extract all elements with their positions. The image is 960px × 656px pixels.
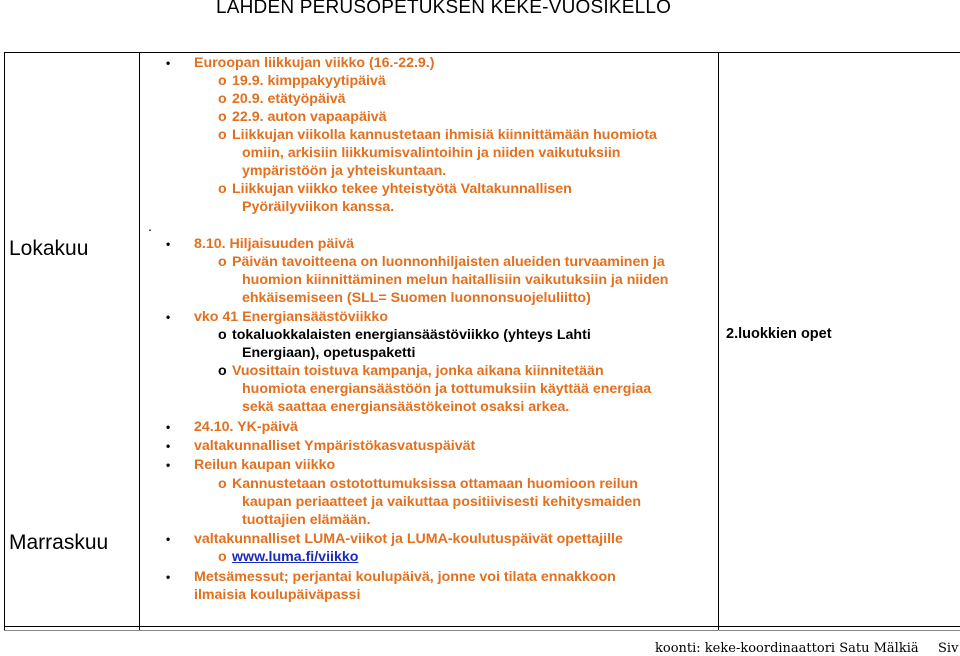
footer-credit xyxy=(655,641,959,656)
bullet-icon: • xyxy=(166,56,171,70)
list-item-text: ilmaisia koulupäiväpassi xyxy=(194,587,361,603)
sub-item-continuation: sekä saattaa energiansäästökeinot osaksi arkea. xyxy=(242,399,570,415)
table-bottom-border xyxy=(4,626,960,627)
bullet-icon: • xyxy=(166,570,171,584)
bullet-icon: • xyxy=(166,237,171,251)
sub-item-text: tokaluokkalaisten energiansäästöviikko (yhteys Lahti xyxy=(232,327,591,343)
sub-item-text: 19.9. kimppakyytipäivä xyxy=(232,73,386,89)
table-top-border xyxy=(4,52,960,53)
list-item-text: 8.10. Hiljaisuuden päivä xyxy=(194,236,355,252)
sub-item-text: Päivän tavoitteena on luonnonhiljaisten alueiden turvaaminen ja xyxy=(232,254,665,270)
sub-item-text: 20.9. etätyöpäivä xyxy=(232,91,346,107)
sub-item-text: 22.9. auton vapaapäivä xyxy=(232,109,387,125)
sub-bullet-icon: o xyxy=(218,73,227,89)
list-item-text: Euroopan liikkujan viikko (16.-22.9.) xyxy=(194,55,435,71)
sub-item-text: Kannustetaan ostotottumuksissa ottamaan huomioon reilun xyxy=(232,476,638,492)
sub-item-continuation: Pyöräilyviikon kanssa. xyxy=(242,199,395,215)
sub-item-continuation: omiin, arkisiin liikkumisvalintoihin ja niiden vaikutuksiin xyxy=(242,145,621,161)
sub-item-text: Vuosittain toistuva kampanja, jonka aikana kiinnitetään xyxy=(232,363,604,379)
sub-item-continuation: tuottajien elämään. xyxy=(242,512,371,528)
bullet-icon: • xyxy=(166,439,171,453)
sub-item-text: Liikkujan viikolla kannustetaan ihmisiä kiinnittämään huomiota xyxy=(232,127,657,143)
list-item-text: valtakunnalliset Ympäristökasvatuspäivät xyxy=(194,438,476,454)
bullet-icon: • xyxy=(166,532,171,546)
sub-item-continuation: ehkäisemiseen (SLL= Suomen luonnonsuojeluliitto) xyxy=(242,290,591,306)
sub-bullet-icon: o xyxy=(218,549,227,565)
list-item-text: Reilun kaupan viikko xyxy=(194,457,336,473)
sub-item-text: Liikkujan viikko tekee yhteistyötä Valtakunnallisen xyxy=(232,181,572,197)
month-label-october: Lokakuu xyxy=(9,237,89,260)
sub-item-continuation: Energiaan), opetuspaketti xyxy=(242,345,416,361)
list-item-text: valtakunnalliset LUMA-viikot ja LUMA-koulutuspäivät opettajille xyxy=(194,531,623,547)
col-divider-1 xyxy=(139,52,140,630)
sub-item-continuation: ympäristöön ja yhteiskuntaan. xyxy=(242,163,447,179)
cell-dot: . xyxy=(148,218,152,234)
responsible-label: 2.luokkien opet xyxy=(726,326,832,342)
sub-bullet-icon: o xyxy=(218,476,227,492)
list-item-text: Metsämessut; perjantai koulupäivä, jonne voi tilata ennakkoon xyxy=(194,569,616,585)
list-item-text: vko 41 Energiansäästöviikko xyxy=(194,309,388,325)
sub-bullet-icon: o xyxy=(218,109,227,125)
sub-item-continuation: huomiota energiansäästöön ja tottumuksiin käyttää energiaa xyxy=(242,381,652,397)
sub-bullet-icon: o xyxy=(218,91,227,107)
page-title: LAHDEN PERUSOPETUKSEN KEKE-VUOSIKELLO xyxy=(216,0,672,18)
month-label-november: Marraskuu xyxy=(9,531,109,554)
table-left-border xyxy=(4,52,5,630)
bullet-icon: • xyxy=(166,420,171,434)
sub-bullet-icon: o xyxy=(218,127,227,143)
list-item-text: 24.10. YK-päivä xyxy=(194,419,298,435)
col-divider-2 xyxy=(718,52,719,630)
sub-item-continuation: huomion kiinnittäminen melun haitallisiin vaikutuksiin ja niiden xyxy=(242,272,669,288)
bullet-icon: • xyxy=(166,458,171,472)
footer-page-cut: Siv xyxy=(938,641,959,656)
sub-bullet-icon: o xyxy=(218,327,227,343)
sub-bullet-icon: o xyxy=(218,254,227,270)
luma-link[interactable]: www.luma.fi/viikko xyxy=(232,549,359,565)
footer-text: koonti: keke-koordinaattori Satu Mälkiä xyxy=(655,641,919,656)
bullet-icon: • xyxy=(166,310,171,324)
sub-item-continuation: kaupan periaatteet ja vaikuttaa positiivisesti kehitysmaiden xyxy=(242,494,641,510)
table-bottom-border-inner xyxy=(4,630,960,631)
sub-bullet-icon: o xyxy=(218,363,227,379)
sub-bullet-icon: o xyxy=(218,181,227,197)
